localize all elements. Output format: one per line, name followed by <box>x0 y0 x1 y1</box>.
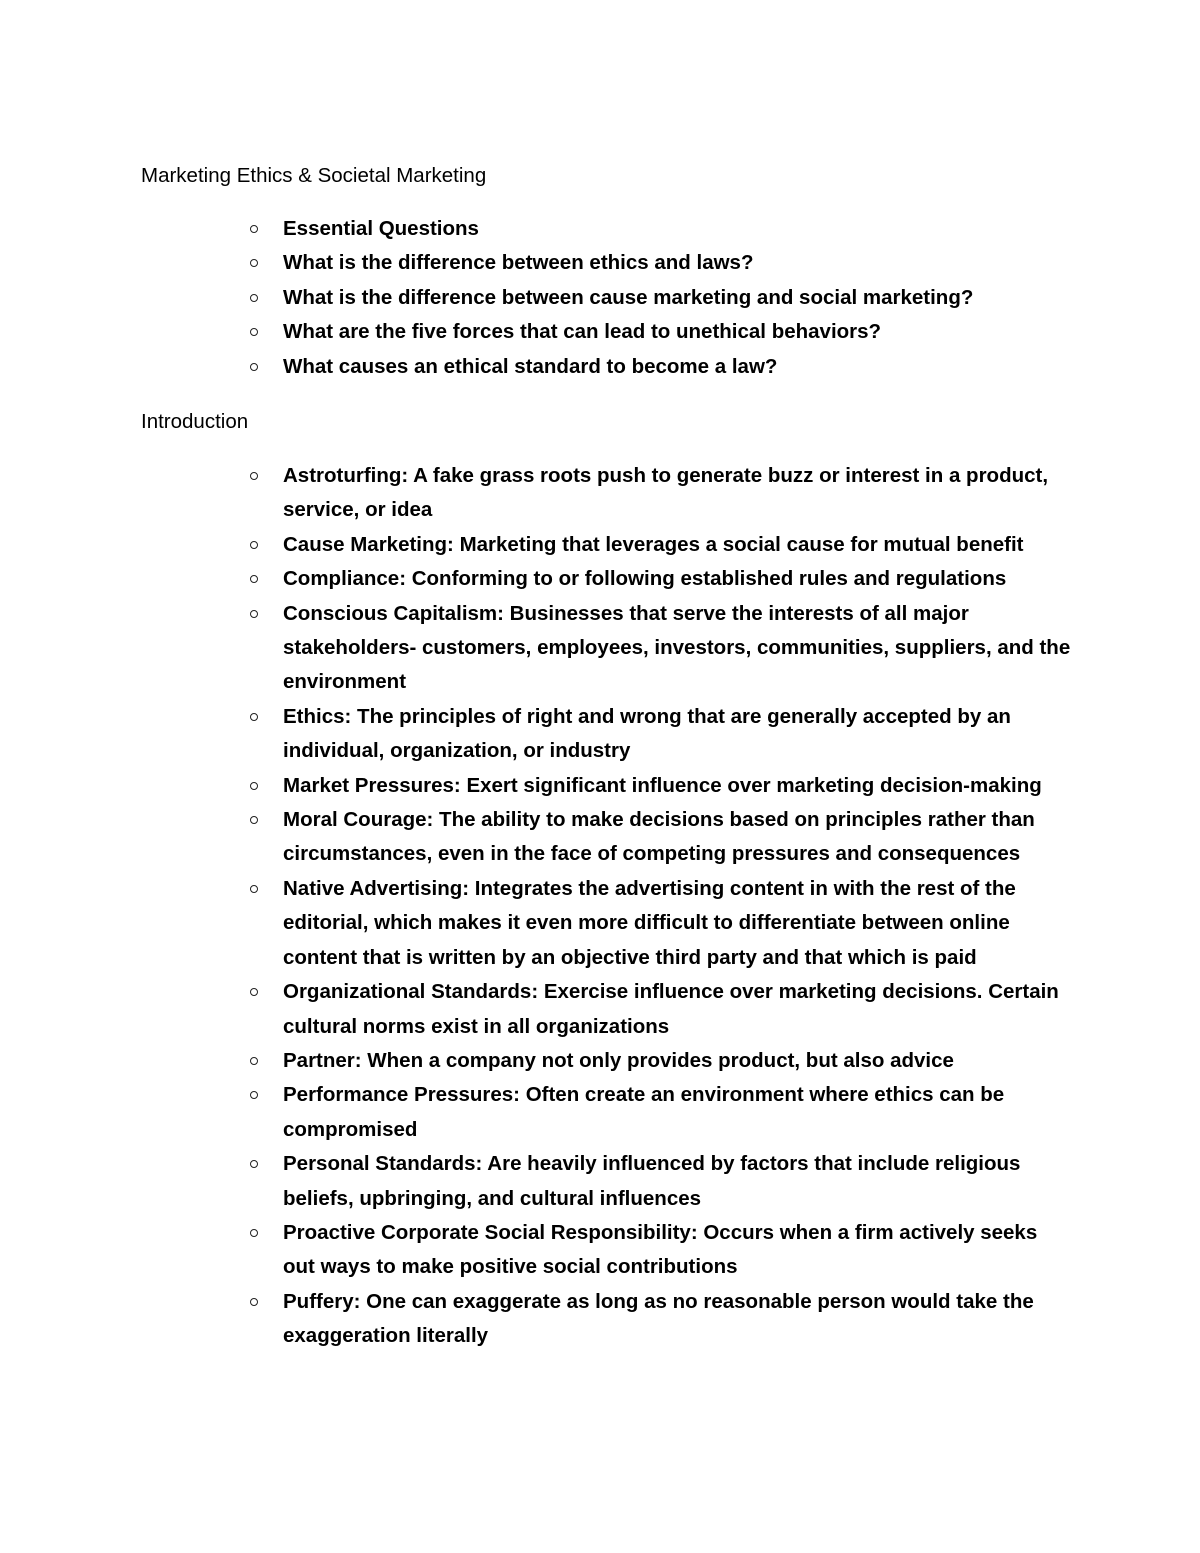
term-item: Performance Pressures: Often create an environment where ethics can be compromised <box>0 1078 1073 1147</box>
term-item: Personal Standards: Are heavily influenced by factors that include religious beliefs, upbringing, and cultural influences <box>0 1147 1073 1216</box>
circle-bullet-icon <box>250 988 258 996</box>
circle-bullet-icon <box>250 225 258 233</box>
circle-bullet-icon <box>250 782 258 790</box>
term-item: Moral Courage: The ability to make decisions based on principles rather than circumstances, even in the face of competing pressures and consequences <box>0 803 1073 872</box>
term-item: Ethics: The principles of right and wrong that are generally accepted by an individual, organization, or industry <box>0 700 1073 769</box>
list-item: What causes an ethical standard to become a law? <box>0 350 1073 384</box>
circle-bullet-icon <box>250 713 258 721</box>
term-item: Proactive Corporate Social Responsibility: Occurs when a firm actively seeks out ways to make positive social contributions <box>0 1216 1073 1285</box>
list-item: What are the five forces that can lead to unethical behaviors? <box>0 315 1073 349</box>
circle-bullet-icon <box>250 259 258 267</box>
circle-bullet-icon <box>250 610 258 618</box>
circle-bullet-icon <box>250 816 258 824</box>
term-item: Partner: When a company not only provides product, but also advice <box>0 1044 1073 1078</box>
term-item: Compliance: Conforming to or following established rules and regulations <box>0 562 1073 596</box>
term-item: Organizational Standards: Exercise influence over marketing decisions. Certain cultural norms exist in all organizations <box>0 975 1073 1044</box>
circle-bullet-icon <box>250 575 258 583</box>
circle-bullet-icon <box>250 541 258 549</box>
term-item: Cause Marketing: Marketing that leverages a social cause for mutual benefit <box>0 528 1073 562</box>
circle-bullet-icon <box>250 1229 258 1237</box>
term-item: Puffery: One can exaggerate as long as no reasonable person would take the exaggeration literally <box>0 1285 1073 1354</box>
section-heading-introduction: Introduction <box>141 410 249 433</box>
circle-bullet-icon <box>250 472 258 480</box>
term-item: Conscious Capitalism: Businesses that serve the interests of all major stakeholders- customers, employees, investors, communities, suppliers, and the environment <box>0 597 1073 700</box>
document-title: Marketing Ethics & Societal Marketing <box>141 164 487 187</box>
circle-bullet-icon <box>250 328 258 336</box>
list-item: What is the difference between cause marketing and social marketing? <box>0 281 1073 315</box>
circle-bullet-icon <box>250 1160 258 1168</box>
list-item: What is the difference between ethics and laws? <box>0 246 1073 280</box>
term-item: Astroturfing: A fake grass roots push to generate buzz or interest in a product, service, or idea <box>0 459 1073 528</box>
circle-bullet-icon <box>250 294 258 302</box>
circle-bullet-icon <box>250 885 258 893</box>
terms-list <box>0 459 1200 1354</box>
circle-bullet-icon <box>250 1091 258 1099</box>
circle-bullet-icon <box>250 1298 258 1306</box>
essential-questions-list <box>0 212 1200 384</box>
term-item: Market Pressures: Exert significant influence over marketing decision-making <box>0 769 1073 803</box>
circle-bullet-icon <box>250 1057 258 1065</box>
term-item: Native Advertising: Integrates the advertising content in with the rest of the editorial, which makes it even more difficult to differentiate between online content that is written by an objective third party and that which is paid <box>0 872 1073 975</box>
list-item: Essential Questions <box>0 212 1073 246</box>
circle-bullet-icon <box>250 363 258 371</box>
